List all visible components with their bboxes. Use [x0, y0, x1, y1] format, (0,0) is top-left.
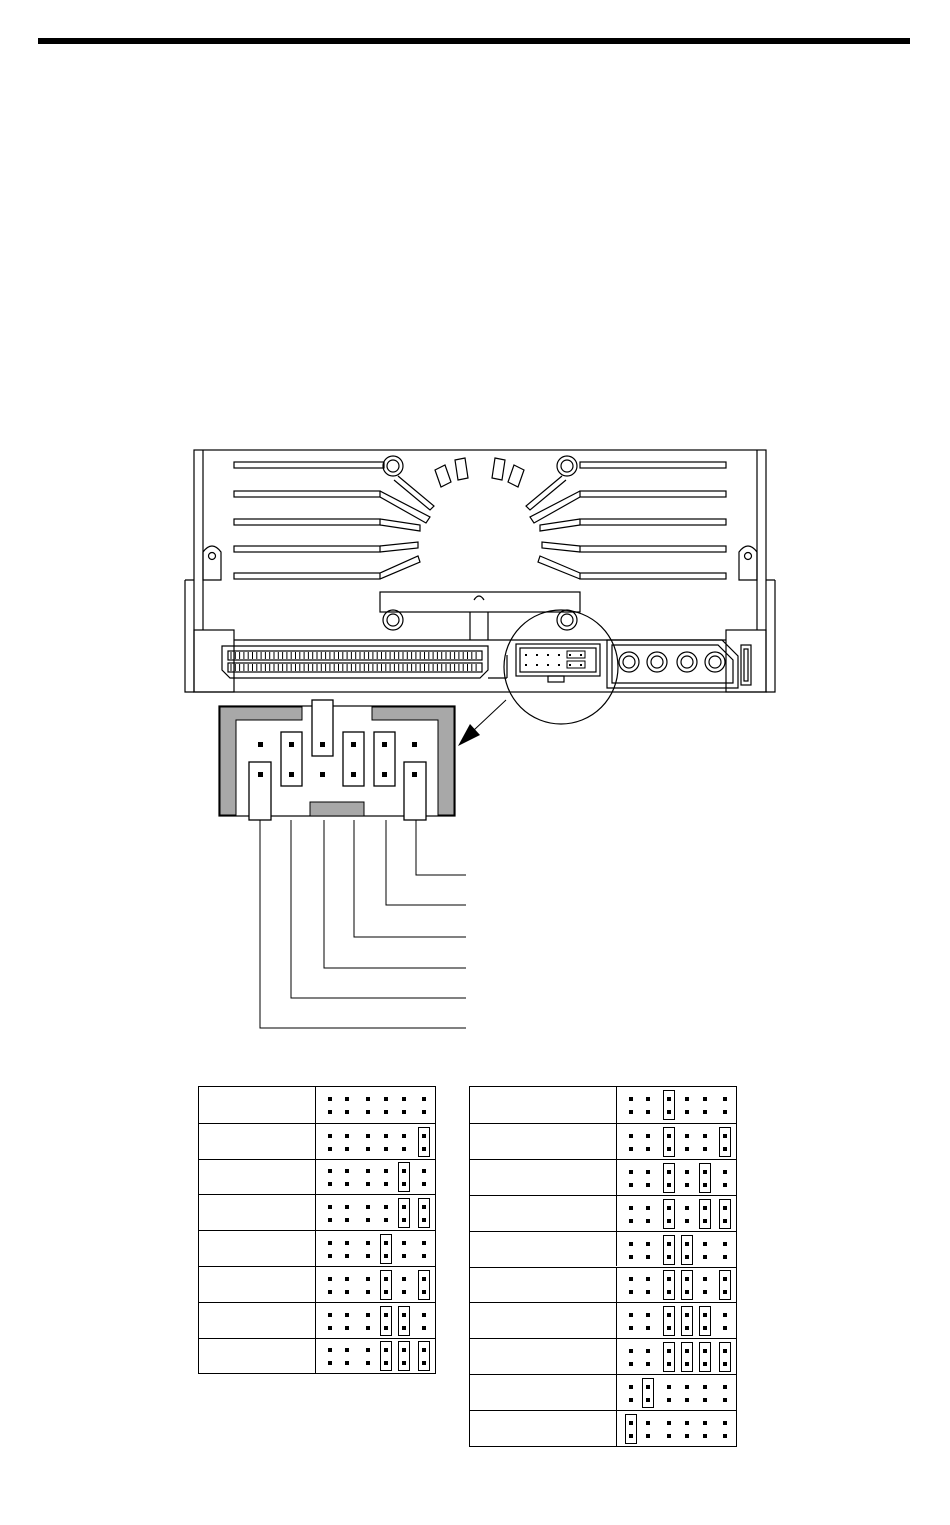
- jumper-shunt: [663, 1090, 675, 1120]
- jumper-table-row: [470, 1338, 736, 1374]
- jumper-table-row: [199, 1194, 435, 1230]
- jumper-shunt: [642, 1378, 654, 1408]
- jumper-pin: [667, 1398, 671, 1402]
- jumper-pin: [629, 1277, 633, 1281]
- jumper-pin: [384, 1147, 388, 1151]
- jumper-pin: [685, 1421, 689, 1425]
- jumper-pin: [703, 1110, 707, 1114]
- jumper-pin: [646, 1097, 650, 1101]
- jumper-pin: [703, 1147, 707, 1151]
- jumper-pin: [629, 1183, 633, 1187]
- jumper-pin: [422, 1182, 426, 1186]
- jumper-pin-grid: [316, 1087, 435, 1123]
- jumper-pin-grid: [316, 1195, 435, 1230]
- jumper-pin: [629, 1255, 633, 1259]
- scsi-pins: [231, 652, 476, 671]
- jumper-pin: [328, 1110, 332, 1114]
- jumper-pin: [384, 1110, 388, 1114]
- jumper-pin: [667, 1421, 671, 1425]
- jumper-pin: [723, 1255, 727, 1259]
- jumper-shunt: [699, 1342, 711, 1372]
- jumper-shunt: [681, 1235, 693, 1265]
- jumper-table-row: [470, 1374, 736, 1410]
- jumper-pin: [646, 1219, 650, 1223]
- jumper-pin: [646, 1277, 650, 1281]
- jumper-shunt: [719, 1127, 731, 1157]
- jumper-pin: [723, 1421, 727, 1425]
- jumper-pin: [366, 1290, 370, 1294]
- jumper-pin: [723, 1183, 727, 1187]
- jumper-pin: [384, 1182, 388, 1186]
- jumper-pin: [402, 1277, 406, 1281]
- jumper-pin: [366, 1110, 370, 1114]
- jumper-pin: [667, 1385, 671, 1389]
- jumper-shunt: [380, 1341, 392, 1371]
- jumper-pin: [646, 1242, 650, 1246]
- jumper-pin: [422, 1241, 426, 1245]
- jumper-pin: [629, 1290, 633, 1294]
- jumper-shunt: [625, 1414, 637, 1444]
- jumper-pin-grid: [617, 1268, 736, 1303]
- jumper-pin: [629, 1206, 633, 1210]
- jumper-table-row: [470, 1159, 736, 1195]
- jumper-pin: [402, 1097, 406, 1101]
- jumper-pin: [384, 1169, 388, 1173]
- jumper-pin: [685, 1206, 689, 1210]
- jumper-row-label: [470, 1160, 617, 1195]
- jumper-shunt: [418, 1127, 430, 1157]
- jumper-pin: [703, 1398, 707, 1402]
- jumper-pin: [345, 1290, 349, 1294]
- drive-jumper-pins: [525, 654, 582, 666]
- power-connector: [607, 640, 738, 688]
- jumper-pin-grid: [617, 1375, 736, 1410]
- jumper-row-label: [470, 1303, 617, 1338]
- jumper-pin: [345, 1348, 349, 1352]
- jumper-pin-grid: [316, 1303, 435, 1338]
- jumper-table-row: [199, 1338, 435, 1374]
- jumper-shunt: [663, 1199, 675, 1229]
- jumper-table-row: [199, 1266, 435, 1302]
- jumper-pin: [685, 1170, 689, 1174]
- jumper-row-label: [199, 1231, 316, 1266]
- jumper-pin: [366, 1205, 370, 1209]
- jumper-pin: [366, 1361, 370, 1365]
- jumper-shunt: [699, 1163, 711, 1193]
- jumper-row-label: [199, 1267, 316, 1302]
- jumper-pin: [646, 1183, 650, 1187]
- jumper-pin: [402, 1147, 406, 1151]
- jumper-pin: [402, 1134, 406, 1138]
- jumper-pin: [703, 1097, 707, 1101]
- jumper-pin: [345, 1218, 349, 1222]
- jumper-pin: [328, 1241, 332, 1245]
- jumper-table-row: [470, 1302, 736, 1338]
- jumper-pin: [723, 1326, 727, 1330]
- jumper-pin: [328, 1277, 332, 1281]
- jumper-pin: [723, 1110, 727, 1114]
- jumper-shunt: [663, 1306, 675, 1336]
- jumper-row-label: [470, 1124, 617, 1159]
- jumper-row-label: [470, 1196, 617, 1231]
- jumper-table-row: [470, 1087, 736, 1123]
- jumper-shunt: [663, 1342, 675, 1372]
- jumper-pin: [646, 1255, 650, 1259]
- jumper-shunt: [681, 1342, 693, 1372]
- jumper-table-row: [199, 1123, 435, 1159]
- jumper-pin: [345, 1326, 349, 1330]
- jumper-pin: [685, 1398, 689, 1402]
- jumper-table-row: [199, 1087, 435, 1123]
- jumper-pin: [646, 1434, 650, 1438]
- jumper-pin-grid: [617, 1160, 736, 1195]
- jumper-pin: [345, 1313, 349, 1317]
- jumper-pin: [366, 1097, 370, 1101]
- jumper-pin: [366, 1348, 370, 1352]
- left-mount-tab: [203, 546, 221, 580]
- jumper-pin: [685, 1183, 689, 1187]
- jumper-pin: [422, 1326, 426, 1330]
- jumper-shunt: [418, 1270, 430, 1300]
- jumper-pin: [345, 1097, 349, 1101]
- jumper-row-label: [470, 1232, 617, 1267]
- jumper-row-label: [199, 1303, 316, 1338]
- jumper-pin: [345, 1110, 349, 1114]
- jumper-row-label: [470, 1411, 617, 1446]
- jumper-pin: [328, 1169, 332, 1173]
- jumper-pin: [685, 1434, 689, 1438]
- jumper-shunt: [719, 1270, 731, 1300]
- jumper-pin: [328, 1361, 332, 1365]
- jumper-table-row: [470, 1410, 736, 1446]
- jumper-pin: [685, 1110, 689, 1114]
- jumper-pin: [629, 1110, 633, 1114]
- jumper-pin: [646, 1421, 650, 1425]
- jumper-pin: [646, 1134, 650, 1138]
- jumper-pin: [629, 1326, 633, 1330]
- jumper-pin: [384, 1218, 388, 1222]
- jumper-pin: [646, 1147, 650, 1151]
- jumper-shunt: [398, 1162, 410, 1192]
- jumper-pin: [685, 1134, 689, 1138]
- jumper-pin: [629, 1170, 633, 1174]
- jumper-shunt: [398, 1306, 410, 1336]
- jumper-shunt: [681, 1270, 693, 1300]
- jumper-row-label: [199, 1124, 316, 1159]
- jumper-pin: [422, 1254, 426, 1258]
- jumper-pin: [328, 1326, 332, 1330]
- jumper-table-row: [199, 1230, 435, 1266]
- jumper-table-2: [469, 1086, 737, 1447]
- jumper-pin: [328, 1205, 332, 1209]
- jumper-table-row: [199, 1159, 435, 1195]
- jumper-pin: [328, 1313, 332, 1317]
- callout-arrow: [458, 700, 506, 746]
- jumper-pin: [703, 1134, 707, 1138]
- jumper-shunt: [663, 1270, 675, 1300]
- jumper-pin-grid: [316, 1267, 435, 1302]
- jumper-pin: [723, 1385, 727, 1389]
- jumper-pin: [345, 1169, 349, 1173]
- jumper-pin: [703, 1290, 707, 1294]
- jumper-pin: [384, 1205, 388, 1209]
- jumper-pin: [646, 1326, 650, 1330]
- jumper-pin: [366, 1169, 370, 1173]
- jumper-pin: [685, 1219, 689, 1223]
- jumper-row-label: [199, 1339, 316, 1374]
- jumper-row-label: [470, 1375, 617, 1410]
- jumper-pin: [629, 1385, 633, 1389]
- jumper-pin: [723, 1242, 727, 1246]
- jumper-pin-grid: [617, 1303, 736, 1338]
- jumper-row-label: [470, 1339, 617, 1374]
- jumper-shunt: [719, 1342, 731, 1372]
- jumper-table-row: [470, 1267, 736, 1303]
- drive-body-outline: [194, 450, 766, 692]
- jumper-row-label: [199, 1087, 316, 1123]
- jumper-pin: [345, 1147, 349, 1151]
- jumper-pin: [629, 1219, 633, 1223]
- jumper-pin: [685, 1385, 689, 1389]
- jumper-pin: [646, 1290, 650, 1294]
- jumper-pin: [345, 1241, 349, 1245]
- jumper-pin: [629, 1398, 633, 1402]
- jumper-row-label: [199, 1195, 316, 1230]
- jumper-table-row: [470, 1231, 736, 1267]
- jumper-pin: [723, 1313, 727, 1317]
- jumper-pin: [366, 1277, 370, 1281]
- jumper-pin: [366, 1254, 370, 1258]
- jumper-shunt: [681, 1306, 693, 1336]
- leader-lines: [260, 820, 466, 1028]
- jumper-table-row: [199, 1302, 435, 1338]
- jumper-shunt: [699, 1306, 711, 1336]
- jumper-pin: [366, 1241, 370, 1245]
- jumper-pin: [402, 1254, 406, 1258]
- jumper-pin: [703, 1242, 707, 1246]
- jumper-shunt: [663, 1127, 675, 1157]
- jumper-pin-grid: [617, 1087, 736, 1123]
- jumper-pin: [366, 1326, 370, 1330]
- jumper-pin: [328, 1348, 332, 1352]
- jumper-pin: [723, 1434, 727, 1438]
- jumper-pin: [328, 1254, 332, 1258]
- jumper-row-label: [470, 1087, 617, 1123]
- jumper-pin: [328, 1134, 332, 1138]
- jumper-pin: [723, 1097, 727, 1101]
- jumper-pin: [723, 1398, 727, 1402]
- jumper-shunt: [398, 1198, 410, 1228]
- jumper-pin: [422, 1110, 426, 1114]
- jumper-table-row: [470, 1195, 736, 1231]
- jumper-pin: [629, 1362, 633, 1366]
- jumper-pin: [345, 1182, 349, 1186]
- jumper-pin: [703, 1434, 707, 1438]
- jumper-pin: [328, 1218, 332, 1222]
- jumper-table-1: [198, 1086, 436, 1374]
- drive-jumper-block: [516, 644, 600, 676]
- jumper-shunt: [380, 1306, 392, 1336]
- jumper-shunt: [380, 1234, 392, 1264]
- jumper-shunt: [663, 1235, 675, 1265]
- jumper-pin: [345, 1205, 349, 1209]
- jumper-shunt: [663, 1163, 675, 1193]
- jumper-pin: [646, 1349, 650, 1353]
- jumper-pin-grid: [617, 1124, 736, 1159]
- jumper-pin: [685, 1097, 689, 1101]
- jumper-pin: [723, 1170, 727, 1174]
- jumper-pin: [384, 1097, 388, 1101]
- jumper-pin: [366, 1182, 370, 1186]
- jumper-pin: [629, 1134, 633, 1138]
- jumper-shunt: [719, 1199, 731, 1229]
- jumper-pin: [629, 1349, 633, 1353]
- jumper-pin: [345, 1277, 349, 1281]
- jumper-pin: [366, 1218, 370, 1222]
- jumper-pin: [703, 1277, 707, 1281]
- jumper-pin: [646, 1170, 650, 1174]
- jumper-pin: [384, 1134, 388, 1138]
- jumper-shunt: [418, 1198, 430, 1228]
- jumper-pin: [422, 1097, 426, 1101]
- jumper-pin: [345, 1361, 349, 1365]
- jumper-pin-grid: [316, 1160, 435, 1195]
- jumper-shunt: [380, 1270, 392, 1300]
- jumper-pin: [703, 1385, 707, 1389]
- jumper-pin: [646, 1110, 650, 1114]
- jumper-pin: [629, 1097, 633, 1101]
- jumper-pin: [328, 1147, 332, 1151]
- jumper-pin: [629, 1147, 633, 1151]
- right-mount-tab: [739, 546, 757, 580]
- jumper-pin: [366, 1147, 370, 1151]
- jumper-pin-grid: [617, 1196, 736, 1231]
- jumper-block-detail: [219, 700, 455, 820]
- jumper-pin: [646, 1206, 650, 1210]
- jumper-pin-grid: [617, 1339, 736, 1374]
- jumper-pin: [685, 1147, 689, 1151]
- jumper-pin: [629, 1313, 633, 1317]
- jumper-shunt: [699, 1199, 711, 1229]
- jumper-pin: [703, 1255, 707, 1259]
- jumper-pin-grid: [316, 1339, 435, 1374]
- jumper-pin: [402, 1241, 406, 1245]
- jumper-shunt: [418, 1341, 430, 1371]
- jumper-pin: [366, 1313, 370, 1317]
- jumper-pin: [646, 1313, 650, 1317]
- jumper-pin-grid: [617, 1411, 736, 1446]
- jumper-pin: [328, 1182, 332, 1186]
- jumper-shunt: [398, 1341, 410, 1371]
- jumper-pin: [328, 1290, 332, 1294]
- magnifier-circle: [504, 610, 618, 724]
- jumper-pin: [402, 1290, 406, 1294]
- jumper-row-label: [199, 1160, 316, 1195]
- jumper-pin: [703, 1421, 707, 1425]
- jumper-table-row: [470, 1123, 736, 1159]
- jumper-pin: [667, 1434, 671, 1438]
- jumper-pin: [402, 1110, 406, 1114]
- jumper-pin: [422, 1313, 426, 1317]
- jumper-pin: [328, 1097, 332, 1101]
- jumper-row-label: [470, 1268, 617, 1303]
- jumper-pin: [366, 1134, 370, 1138]
- jumper-pin: [629, 1242, 633, 1246]
- jumper-pin: [345, 1254, 349, 1258]
- jumper-pin: [646, 1362, 650, 1366]
- jumper-pin-grid: [617, 1232, 736, 1267]
- jumper-pin: [345, 1134, 349, 1138]
- jumper-pin: [422, 1169, 426, 1173]
- jumper-pin-grid: [316, 1231, 435, 1266]
- jumper-pin-grid: [316, 1124, 435, 1159]
